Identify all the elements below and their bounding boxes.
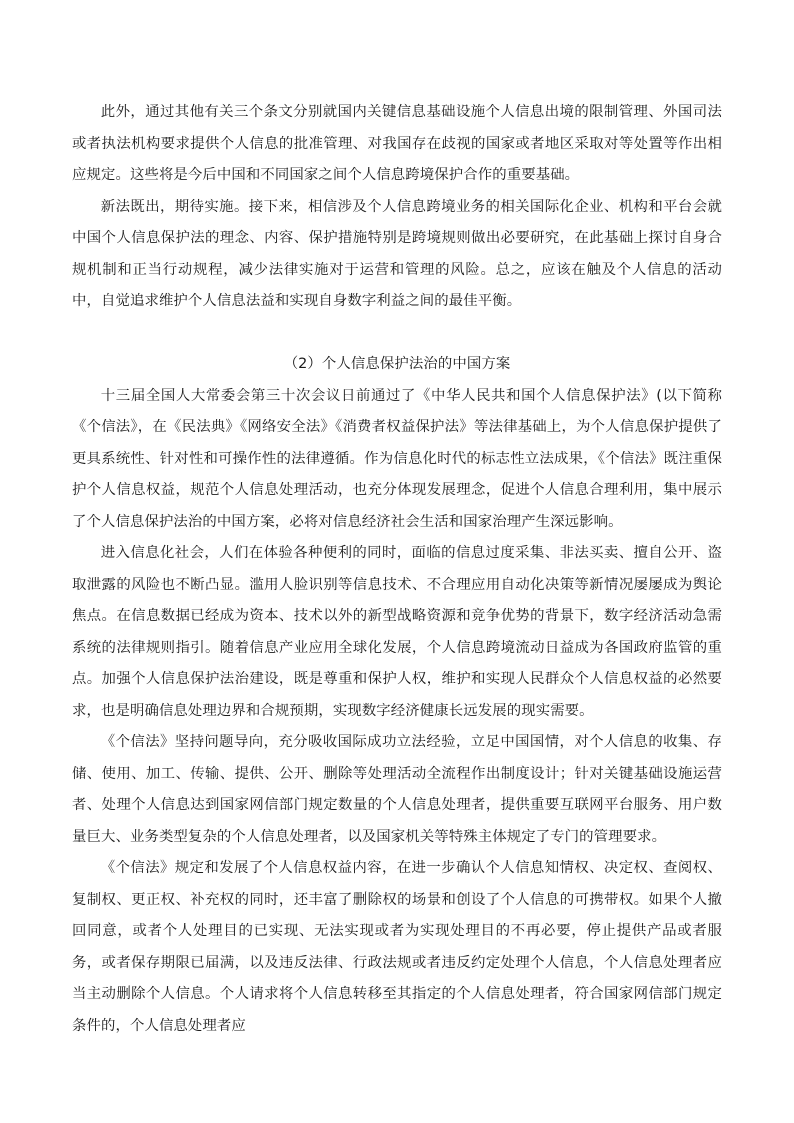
paragraph-cross-border-rules: 此外，通过其他有关三个条文分别就国内关键信息基础设施个人信息出境的限制管理、外国司法或者执法机构要求提供个人信息的批准管理、对我国存在歧视的国家或者地区采取对等处置等作出相应规定。这些将是今后中国和不同国家之间个人信息跨境保护合作的重要基础。 [72, 104, 722, 183]
paragraph-information-society: 进入信息化社会，人们在体验各种便利的同时，面临的信息过度采集、非法买卖、擅自公开、盗取泄露的风险也不断凸显。滥用人脸识别等信息技术、不合理应用自动化决策等新情况屡屡成为舆论焦点。在信息数据已经成为资本、技术以外的新型战略资源和竞争优势的背景下，数字经济活动急需系统的法律规则指引。随着信息产业应用全球化发展，个人信息跨境流动日益成为各国政府监管的重点。加强个人信息保护法治建设，既是尊重和保护人权，维护和实现人民群众个人信息权益的必然要求，也是明确信息处理边界和合规预期，实现数字经济健康长远发展的现实需要。 [72, 545, 722, 719]
section-1 [72, 97, 722, 318]
paragraph-law-passed: 十三届全国人大常委会第三十次会议日前通过了《中华人民共和国个人信息保护法》(以下简称《个信法》，在《民法典》《网络安全法》《消费者权益保护法》等法律基础上，为个人信息保护提供了更具系统性、针对性和可操作性的法律遵循。作为信息化时代的标志性立法成果，《个信法》既注重保护个人信息权益，规范个人信息处理活动，也充分体现发展理念，促进个人信息合理利用，集中展示了个人信息保护法治的中国方案，必将对信息经济社会生活和国家治理产生深远影响。 [72, 387, 722, 530]
paragraph-problem-oriented: 《个信法》坚持问题导向，充分吸收国际成功立法经验，立足中国国情，对个人信息的收集、存储、使用、加工、传输、提供、公开、删除等处理活动全流程作出制度设计；针对关键基础设施运营者、处理个人信息达到国家网信部门规定数量的个人信息处理者，提供重要互联网平台服务、用户数量巨大、业务类型复杂的个人信息处理者，以及国家机关等特殊主体规定了专门的管理要求。 [72, 734, 722, 845]
paragraph-new-law-implementation: 新法既出，期待实施。接下来，相信涉及个人信息跨境业务的相关国际化企业、机构和平台会就中国个人信息保护法的理念、内容、保护措施特别是跨境规则做出必要研究，在此基础上探讨自身合规机制和正当行动规程，减少法律实施对于运营和管理的风险。总之，应该在触及个人信息的活动中，自觉追求维护个人信息法益和实现自身数字利益之间的最佳平衡。 [72, 198, 722, 309]
section-2 [72, 349, 722, 1042]
paragraph-rights-content: 《个信法》规定和发展了个人信息权益内容，在进一步确认个人信息知情权、决定权、查阅权、复制权、更正权、补充权的同时，还丰富了删除权的场景和创设了个人信息的可携带权。如果个人撤回同意，或者个人处理目的已实现、无法实现或者为实现处理目的不再必要，停止提供产品或者服务，或者保存期限已届满，以及违反法律、行政法规或者违反约定处理个人信息，个人信息处理者应当主动删除个人信息。个人请求将个人信息转移至其指定的个人信息处理者，符合国家网信部门规定条件的，个人信息处理者应 [72, 860, 722, 1034]
section-heading: （2）个人信息保护法治的中国方案 [283, 356, 511, 372]
